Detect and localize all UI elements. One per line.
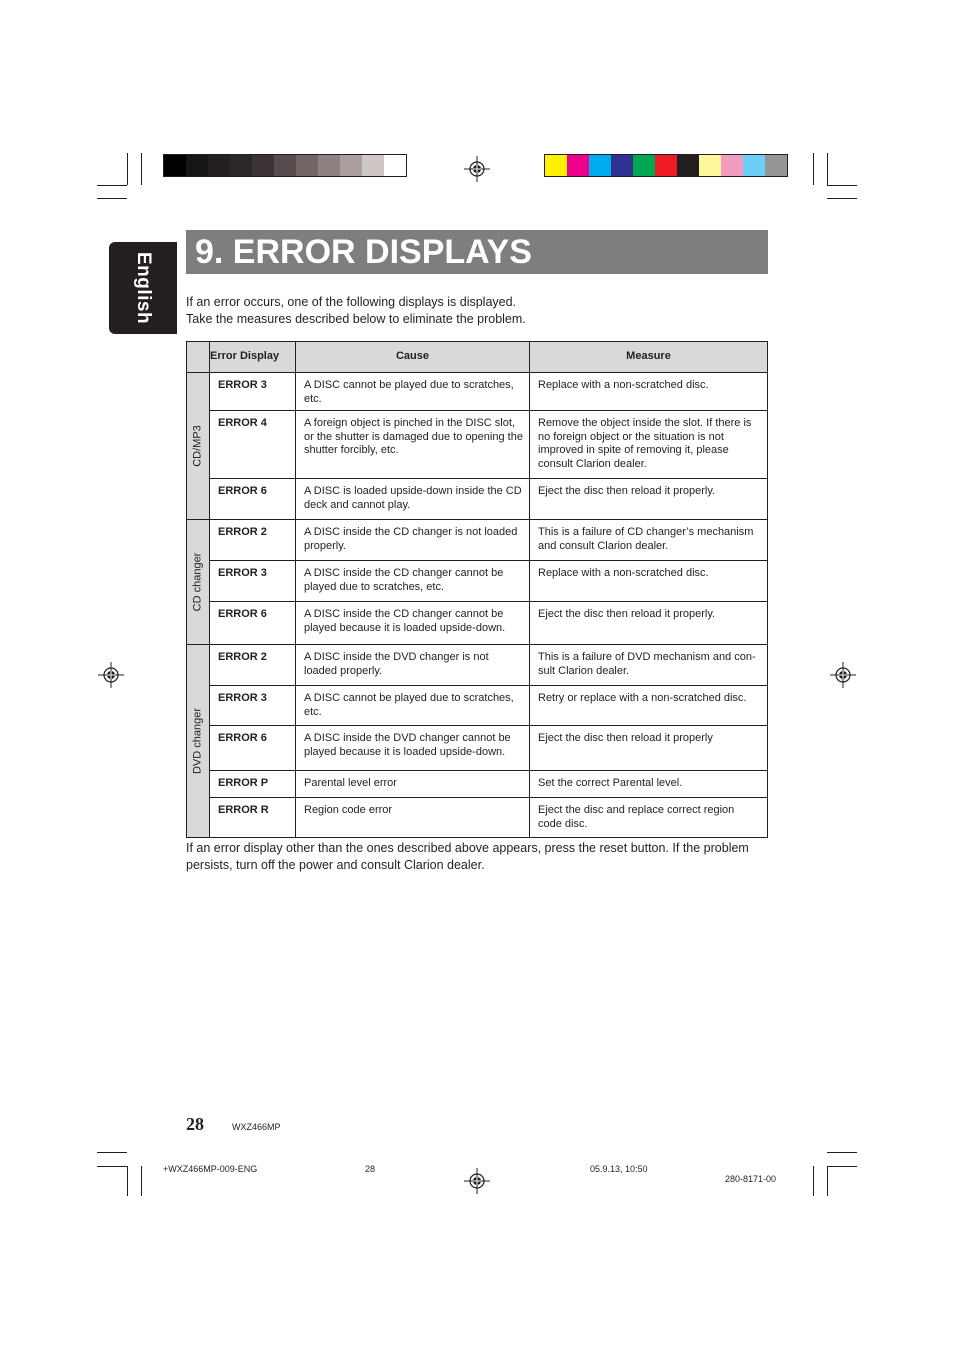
gray-swatch — [208, 155, 230, 176]
error-code: ERROR 6 — [210, 602, 296, 645]
color-swatch — [765, 155, 787, 176]
crop-mark — [97, 1166, 127, 1167]
crop-mark — [127, 153, 128, 185]
page-title: 9. ERROR DISPLAYS — [195, 233, 532, 271]
registration-mark-icon — [464, 156, 490, 182]
table-row — [187, 602, 768, 645]
color-swatch — [677, 155, 699, 176]
slug-file: +WXZ466MP-009-ENG — [163, 1164, 258, 1174]
crop-mark — [813, 1166, 814, 1196]
error-code: ERROR 3 — [210, 373, 296, 411]
grayscale-bar — [163, 154, 407, 177]
error-cause: A DISC inside the CD changer cannot be played due to scratches, etc. — [296, 561, 530, 602]
color-swatch — [743, 155, 765, 176]
error-measure: Eject the disc then reload it properly — [530, 726, 768, 771]
error-cause: Region code error — [296, 798, 530, 838]
error-cause: A DISC inside the CD changer cannot be played because it is loaded upside-down. — [296, 602, 530, 645]
error-code: ERROR 6 — [210, 726, 296, 771]
gray-swatch — [252, 155, 274, 176]
crop-mark — [827, 1166, 828, 1196]
error-code: ERROR 2 — [210, 645, 296, 686]
error-measure: Replace with a non-scratched disc. — [530, 373, 768, 411]
error-cause: A DISC cannot be played due to scratches, etc. — [296, 686, 530, 726]
language-tab-label: English — [133, 251, 154, 325]
table-row — [187, 645, 768, 686]
error-measure: This is a failure of DVD mechanism and con- sult Clarion dealer. — [530, 645, 768, 686]
crop-mark — [827, 198, 857, 199]
table-row — [187, 726, 768, 771]
error-code: ERROR R — [210, 798, 296, 838]
error-code: ERROR 2 — [210, 520, 296, 561]
model-name: WXZ466MP — [232, 1122, 281, 1132]
error-cause: Parental level error — [296, 771, 530, 798]
crop-mark — [127, 1166, 128, 1196]
crop-mark — [827, 1166, 857, 1167]
group-label: CD/MP3 — [191, 425, 204, 467]
color-swatch — [699, 155, 721, 176]
error-measure: This is a failure of CD changer’s mechanism and consult Clarion dealer. — [530, 520, 768, 561]
error-cause: A foreign object is pinched in the DISC slot, or the shutter is damaged due to opening the shutter forcibly, etc. — [296, 411, 530, 479]
gray-swatch — [186, 155, 208, 176]
error-measure: Set the correct Parental level. — [530, 771, 768, 798]
gray-swatch — [384, 155, 406, 176]
table-row — [187, 771, 768, 798]
crop-mark — [827, 1152, 857, 1153]
table-row — [187, 479, 768, 520]
intro-line: Take the measures described below to eliminate the problem. — [186, 312, 526, 326]
group-label-cell — [187, 645, 210, 838]
slug-page: 28 — [365, 1164, 376, 1174]
error-cause: A DISC cannot be played due to scratches, etc. — [296, 373, 530, 411]
color-swatch — [545, 155, 567, 176]
group-label-cell — [187, 373, 210, 520]
color-swatch — [589, 155, 611, 176]
gray-swatch — [230, 155, 252, 176]
group-label-cell — [187, 520, 210, 645]
crop-mark — [827, 153, 828, 185]
table-row — [187, 798, 768, 838]
header-measure: Measure — [530, 342, 768, 373]
crop-mark — [141, 153, 142, 185]
gray-swatch — [340, 155, 362, 176]
color-swatch — [567, 155, 589, 176]
error-measure: Remove the object inside the slot. If there is no foreign object or the situation is not improved in spite of removing it, please consult Clarion dealer. — [530, 411, 768, 479]
table-row — [187, 520, 768, 561]
page-number: 28 — [186, 1114, 204, 1134]
color-swatch — [611, 155, 633, 176]
gray-swatch — [318, 155, 340, 176]
gray-swatch — [362, 155, 384, 176]
crop-mark — [141, 1166, 142, 1196]
error-cause: A DISC inside the CD changer is not loaded properly. — [296, 520, 530, 561]
error-code: ERROR 3 — [210, 686, 296, 726]
color-swatch — [721, 155, 743, 176]
registration-mark-icon — [830, 662, 856, 688]
error-measure: Eject the disc then reload it properly. — [530, 602, 768, 645]
error-measure: Replace with a non-scratched disc. — [530, 561, 768, 602]
section-title-bar — [186, 230, 768, 274]
header-cause: Cause — [296, 342, 530, 373]
crop-mark — [97, 185, 127, 186]
registration-mark-icon — [98, 662, 124, 688]
error-measure: Retry or replace with a non-scratched disc. — [530, 686, 768, 726]
crop-mark — [97, 198, 127, 199]
header-error-display: Error Display — [210, 342, 296, 373]
gray-swatch — [296, 155, 318, 176]
table-row — [187, 373, 768, 411]
error-measure: Eject the disc then reload it properly. — [530, 479, 768, 520]
error-cause: A DISC is loaded upside-down inside the CD deck and cannot play. — [296, 479, 530, 520]
slug-part-number: 280-8171-00 — [725, 1174, 777, 1184]
error-cause: A DISC inside the DVD changer is not loaded properly. — [296, 645, 530, 686]
error-code: ERROR P — [210, 771, 296, 798]
error-cause: A DISC inside the DVD changer cannot be played because it is loaded upside-down. — [296, 726, 530, 771]
crop-mark — [827, 185, 857, 186]
registration-mark-icon — [464, 1168, 490, 1194]
color-swatch — [633, 155, 655, 176]
crop-mark — [813, 153, 814, 185]
color-bar — [544, 154, 788, 177]
color-swatch — [655, 155, 677, 176]
error-code: ERROR 3 — [210, 561, 296, 602]
header-corner — [187, 342, 210, 373]
crop-mark — [97, 1152, 127, 1153]
table-header-row — [187, 342, 768, 373]
gray-swatch — [164, 155, 186, 176]
error-code: ERROR 4 — [210, 411, 296, 479]
error-table — [186, 341, 768, 838]
group-label: CD changer — [191, 552, 204, 612]
language-tab — [109, 242, 177, 334]
outro-text: If an error display other than the ones described above appears, press the reset button. If the problem persists, turn off the power and consult Clarion dealer. — [186, 841, 749, 872]
group-label: DVD changer — [191, 707, 204, 775]
table-row — [187, 411, 768, 479]
gray-swatch — [274, 155, 296, 176]
intro-line: If an error occurs, one of the following displays is displayed. — [186, 295, 517, 309]
table-row — [187, 561, 768, 602]
intro-text — [186, 294, 526, 328]
error-code: ERROR 6 — [210, 479, 296, 520]
slug-date: 05.9.13, 10:50 — [590, 1164, 648, 1174]
error-measure: Eject the disc and replace correct region code disc. — [530, 798, 768, 838]
table-row — [187, 686, 768, 726]
